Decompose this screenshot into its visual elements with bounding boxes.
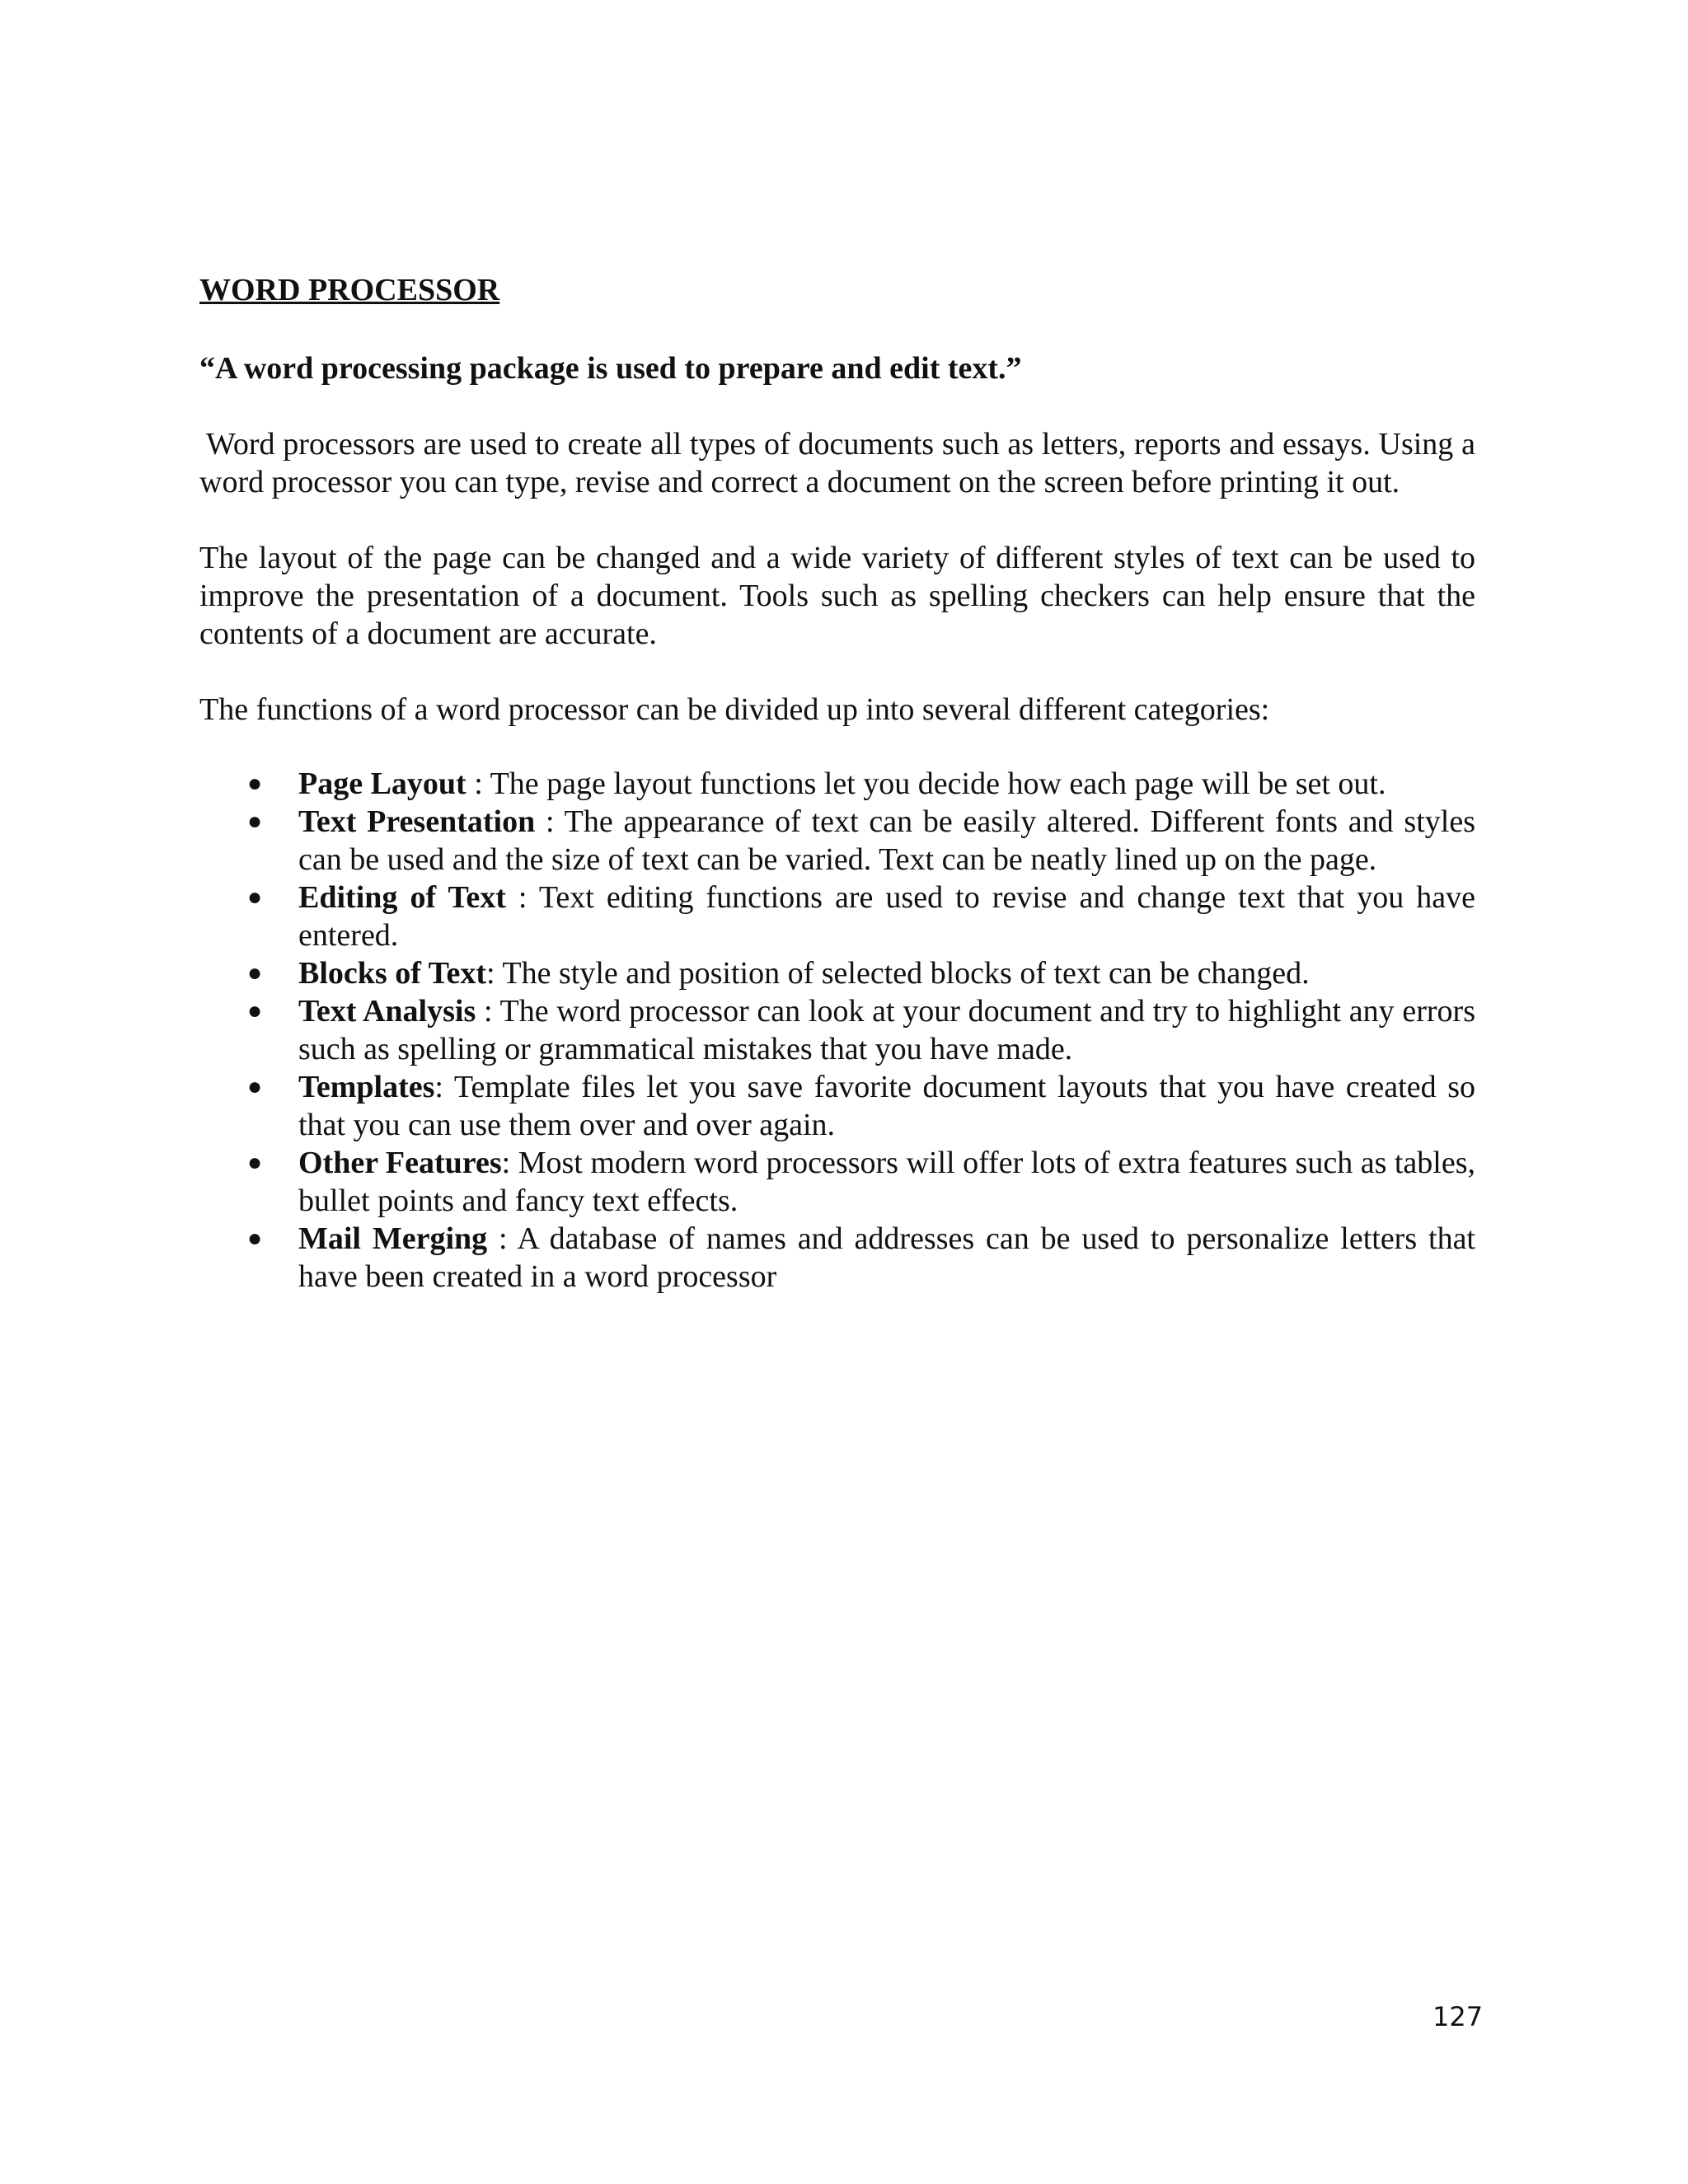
list-item <box>247 954 1475 992</box>
list-item <box>247 992 1475 1068</box>
list-item <box>247 1220 1475 1296</box>
list-item <box>247 879 1476 954</box>
list-item <box>247 1144 1476 1220</box>
feature-separator: : <box>487 1221 518 1256</box>
feature-separator: : <box>501 1146 518 1180</box>
feature-description: Template files let you save favorite document layouts that you have created so that you can use them over and over again. <box>298 1070 1475 1142</box>
bullet-icon: ● <box>247 883 263 911</box>
bullet-icon: ● <box>247 808 263 835</box>
feature-term: Other Features <box>298 1146 502 1180</box>
feature-separator: : <box>434 1070 454 1104</box>
feature-term: Blocks of Text <box>298 956 487 991</box>
feature-separator: : <box>505 880 539 915</box>
feature-list <box>199 765 1475 1296</box>
feature-separator: : <box>486 956 503 991</box>
feature-term: Text Analysis <box>298 994 476 1029</box>
page-number: 127 <box>1432 2001 1484 2032</box>
layout-paragraph: The layout of the page can be changed and a wide variety of different styles of text can be used to improve the presentation of a document. Tools such as spelling checkers can help ensure that the contents of a document are accurate. <box>199 541 1475 651</box>
page-content <box>199 265 1475 1296</box>
bullet-icon: ● <box>247 1073 263 1100</box>
list-item <box>247 765 1475 803</box>
page-heading: WORD PROCESSOR <box>199 273 500 307</box>
feature-separator: : <box>466 766 490 801</box>
feature-separator: : <box>476 994 500 1029</box>
feature-description: The appearance of text can be easily altered. Different fonts and styles can be used and the size of text can be varied. Text can be neatly lined up on the page. <box>298 804 1475 877</box>
feature-description: The style and position of selected blocks of text can be changed. <box>502 956 1310 991</box>
list-item <box>247 1068 1475 1144</box>
definition-quote: “A word processing package is used to prepare and edit text.” <box>199 351 1022 386</box>
intro-paragraph: Word processors are used to create all types of documents such as letters, reports and essays. Using a word processor you can type, revise and correct a document on the screen before printing it out. <box>199 427 1475 499</box>
bullet-icon: ● <box>247 959 263 987</box>
feature-term: Templates <box>298 1070 435 1104</box>
feature-description: Text editing functions are used to revise and change text that you have entered. <box>298 880 1476 953</box>
list-item <box>247 803 1475 879</box>
bullet-icon: ● <box>247 1149 263 1176</box>
feature-separator: : <box>535 804 565 839</box>
feature-description: The page layout functions let you decide how each page will be set out. <box>490 766 1386 801</box>
bullet-icon: ● <box>247 770 263 797</box>
feature-description: A database of names and addresses can be used to personalize letters that have been created in a word processor <box>298 1221 1475 1294</box>
feature-description: Most modern word processors will offer lots of extra features such as tables, bullet points and fancy text effects. <box>298 1146 1476 1218</box>
bullet-icon: ● <box>247 997 263 1024</box>
feature-term: Mail Merging <box>298 1221 488 1256</box>
feature-term: Page Layout <box>298 766 467 801</box>
categories-intro-paragraph: The functions of a word processor can be divided up into several different categories: <box>199 692 1270 727</box>
feature-term: Editing of Text <box>298 880 506 915</box>
feature-term: Text Presentation <box>298 804 536 839</box>
feature-description: The word processor can look at your document and try to highlight any errors such as spelling or grammatical mistakes that you have made. <box>298 994 1475 1066</box>
bullet-icon: ● <box>247 1225 263 1252</box>
